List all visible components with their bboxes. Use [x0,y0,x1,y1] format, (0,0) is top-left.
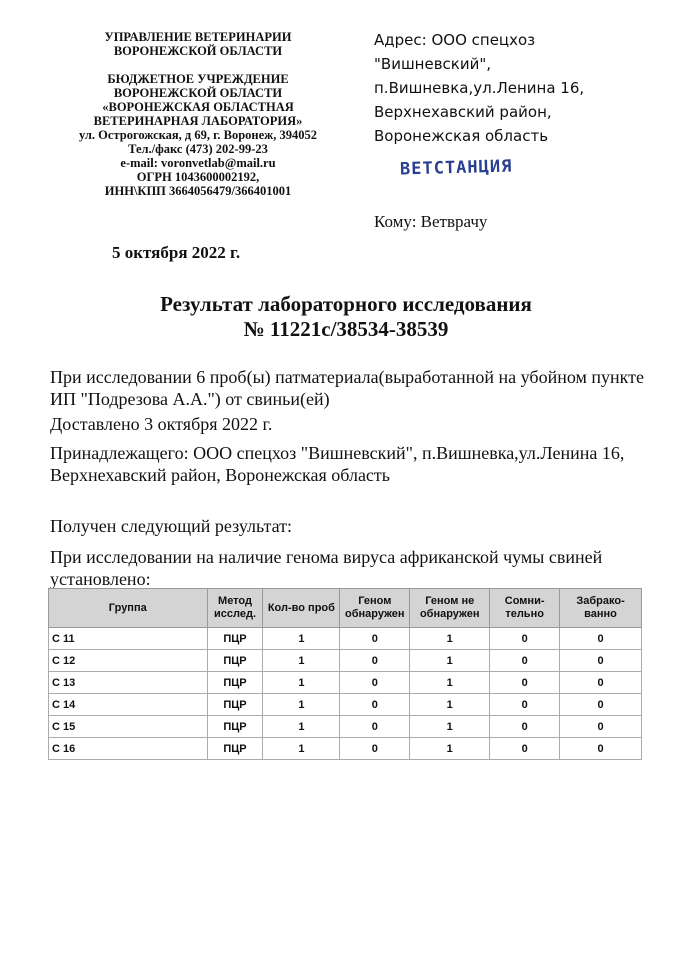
results-table [48,588,642,760]
header-line: ВОРОНЕЖСКОЙ ОБЛАСТИ [113,44,283,58]
column-header: Метод исслед. [207,589,263,628]
address-block [374,28,584,148]
table-cell: 1 [410,716,490,738]
table-cell: 0 [560,672,642,694]
paragraph-result-intro: Получен следующий результат: [50,516,293,536]
table-cell: ПЦР [207,650,263,672]
table-cell: 1 [410,694,490,716]
table-cell: ПЦР [207,672,263,694]
table-cell: ПЦР [207,628,263,650]
table-cell: 0 [560,650,642,672]
address-line: "Вишневский", [374,55,492,73]
table-cell: С 16 [49,738,208,760]
header-line: ОГРН 1043600002192, [136,170,260,184]
table-row [49,694,642,716]
table-cell: 1 [263,650,340,672]
table-cell: 1 [263,716,340,738]
table-row [49,716,642,738]
table-cell: 0 [340,694,410,716]
table-row [49,672,642,694]
table-cell: С 11 [49,628,208,650]
table-cell: 0 [560,716,642,738]
address-line: Воронежская область [374,127,549,145]
table-cell: 1 [410,738,490,760]
table-cell: С 15 [49,716,208,738]
table-cell: 1 [263,672,340,694]
table-cell: 0 [490,716,560,738]
address-line: п.Вишневка,ул.Ленина 16, [374,79,585,97]
table-cell: 0 [340,650,410,672]
table-cell: 0 [490,628,560,650]
header-line: Тел./факс (473) 202-99-23 [128,142,268,156]
table-cell: 0 [560,694,642,716]
table-cell: 0 [340,716,410,738]
table-row [49,738,642,760]
table-header-row [49,589,642,628]
address-line: Адрес: ООО спецхоз [374,31,536,49]
table-cell: С 13 [49,672,208,694]
table-cell: 1 [263,628,340,650]
table-cell: 0 [560,628,642,650]
table-cell: 1 [410,672,490,694]
table-cell: 0 [490,694,560,716]
column-header: Сомни-тельно [490,589,560,628]
stamp: ВЕТСТАНЦИЯ [399,156,513,180]
table-cell: 1 [263,694,340,716]
table-cell: 0 [340,738,410,760]
table-row [49,650,642,672]
table-cell: ПЦР [207,716,263,738]
table-cell: С 14 [49,694,208,716]
table-cell: ПЦР [207,738,263,760]
table-cell: 0 [340,628,410,650]
table-cell: 1 [410,650,490,672]
paragraph-owner: Принадлежащего: ООО спецхоз "Вишневский", п.Вишневка,ул.Ленина 16, Верхнехавский район, Воронежская область [50,443,625,485]
column-header: Группа [49,589,208,628]
header-line: ВОРОНЕЖСКОЙ ОБЛАСТИ [113,86,283,100]
paragraph-delivered: Доставлено 3 октября 2022 г. [50,414,273,434]
table-cell: 0 [340,672,410,694]
table-cell: ПЦР [207,694,263,716]
organization-header [48,30,348,198]
header-line: ИНН\КПП 3664056479/366401001 [104,184,292,198]
paragraph-test: При исследовании на наличие генома вируса африканской чумы свиней установлено: [50,547,603,589]
table-cell: 1 [263,738,340,760]
recipient: Кому: Ветврачу [374,212,488,231]
title-line: Результат лабораторного исследования [160,292,532,316]
document-number: № 11221с/38534-38539 [243,317,449,341]
document-date: 5 октября 2022 г. [112,243,241,262]
table-cell: 0 [490,650,560,672]
paragraph-samples: При исследовании 6 проб(ы) патматериала(выработанной на убойном пункте ИП "Подрезова А.А.") от свиньи(ей) [50,367,645,409]
table-cell: 0 [560,738,642,760]
column-header: Геном не обнаружен [410,589,490,628]
table-cell: 1 [410,628,490,650]
table-cell: 0 [490,738,560,760]
table-cell: С 12 [49,650,208,672]
header-line: УПРАВЛЕНИЕ ВЕТЕРИНАРИИ [104,30,292,44]
header-line: ул. Острогожская, д 69, г. Воронеж, 394052 [78,128,317,142]
table-row [49,628,642,650]
column-header: Забрако-ванно [560,589,642,628]
column-header: Кол-во проб [263,589,340,628]
column-header: Геном обнаружен [340,589,410,628]
table-cell: 0 [490,672,560,694]
header-line: ВЕТЕРИНАРНАЯ ЛАБОРАТОРИЯ» [93,114,303,128]
header-line: e-mail: voronvetlab@mail.ru [120,156,276,170]
header-line: «ВОРОНЕЖСКАЯ ОБЛАСТНАЯ [102,100,294,114]
header-line: БЮДЖЕТНОЕ УЧРЕЖДЕНИЕ [107,72,289,86]
address-line: Верхнехавский район, [374,103,552,121]
document-title [0,292,692,342]
